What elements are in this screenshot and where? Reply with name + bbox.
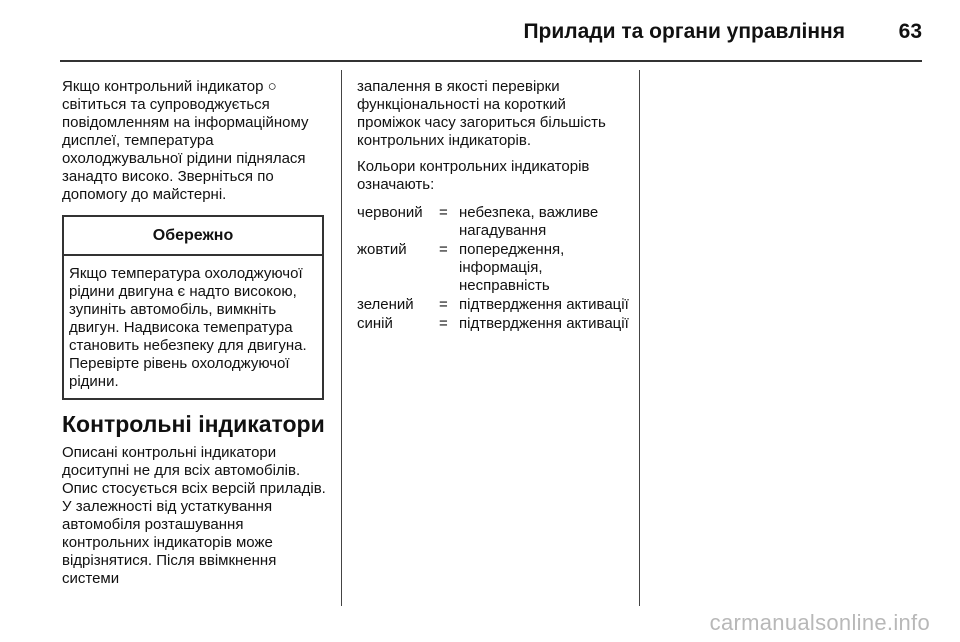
- color-meaning: попередження, інформація, несправність: [459, 241, 565, 294]
- section-heading: Контрольні індикатори: [62, 411, 325, 437]
- watermark: carmanualsonline.info: [709, 610, 930, 635]
- color-name: жовтий: [357, 241, 407, 258]
- caution-text: Якщо температура охолоджуючої рідини двигуна є надто високою, зупиніть автомобіль, вимкніть двигун. Надвисока темепратура становить небезпеку для двигуна. Перевірте рівень охолоджуючої рідини.: [69, 265, 307, 390]
- column-2: [357, 78, 629, 334]
- color-name: синій: [357, 315, 393, 332]
- color-row: [357, 315, 629, 333]
- color-row: [357, 241, 629, 295]
- color-equals: =: [439, 204, 448, 221]
- section-paragraph: Описані контрольні індикатори доситупні не для всіх автомобілів. Опис стосується всіх версій приладів. У залежності від устаткування автомобіля розташування контрольних індикаторів може відрізнятися. Після ввімкнення системи: [62, 444, 326, 587]
- color-meaning: підтвердження активації: [459, 315, 629, 332]
- intro-paragraph: Якщо контрольний індикатор ○ світиться та супроводжується повідомленням на інформаційному дисплеї, температура охолоджувальної рідини піднялася занадто високо. Зверніться по допомогу до майстерні.: [62, 78, 309, 203]
- color-equals: =: [439, 241, 448, 258]
- color-table: [357, 204, 629, 333]
- column-divider-2: [639, 70, 640, 606]
- color-name: зелений: [357, 296, 414, 313]
- page-header-title: Прилади та органи управління: [523, 20, 845, 43]
- caution-box: [62, 215, 324, 400]
- continued-paragraph: запалення в якості перевірки функціональності на короткий проміжок часу загориться більшість контрольних індикаторів.: [357, 78, 606, 149]
- column-divider-1: [341, 70, 342, 606]
- color-meaning: небезпека, важливе нагадування: [459, 204, 599, 239]
- color-equals: =: [439, 315, 448, 332]
- color-equals: =: [439, 296, 448, 313]
- color-meaning: підтвердження активації: [459, 296, 629, 313]
- colors-intro: Кольори контрольних індикаторів означають:: [357, 158, 590, 193]
- color-row: [357, 204, 629, 240]
- column-1: [62, 78, 330, 588]
- caution-title: Обережно: [64, 217, 322, 256]
- page-number: 63: [898, 20, 922, 43]
- color-name: червоний: [357, 204, 423, 221]
- header-rule: [60, 60, 922, 62]
- color-row: [357, 296, 629, 314]
